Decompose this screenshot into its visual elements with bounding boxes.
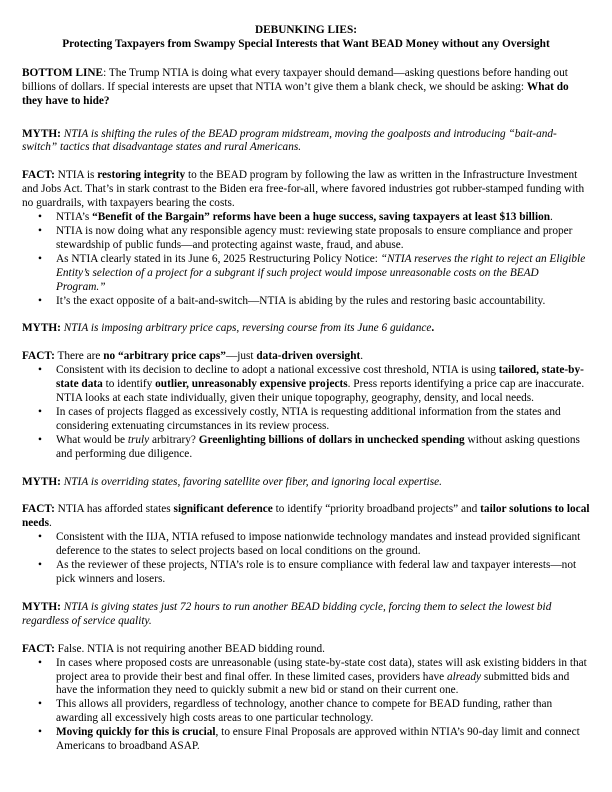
- bullet-text: Consistent with its decision to decline to adopt a national excessive cost threshold, NTIA is using: [56, 364, 499, 377]
- myth-text: NTIA is imposing arbitrary price caps, reversing course from its June 6 guidance: [63, 322, 432, 335]
- bullet-italic: truly: [127, 433, 150, 446]
- myth-label: MYTH:: [22, 127, 61, 140]
- fact-text: to the BEAD program by following the law as written in the Infrastructure Investment and Jobs Act. That’s in stark contrast to the Biden era free-for-all, where favored industries got rubber-stamped funding with no guardrails, with taxpayers bearing the costs.: [22, 169, 585, 210]
- bullet-quote: “NTIA reserves the right to reject an Eligible Entity’s selection of a project for a subgrant if such project would impose unreasonable costs on the BEAD Program.”: [56, 252, 586, 293]
- bullet-emphasis: Greenlighting billions of dollars in unchecked spending: [198, 433, 465, 446]
- fact-label: FACT:: [22, 503, 55, 516]
- fact-label: FACT:: [22, 350, 55, 363]
- list-item: [56, 225, 590, 253]
- title-line-2: Protecting Taxpayers from Swampy Special Interests that Want BEAD Money without any Oversight: [62, 37, 550, 50]
- bullet-emphasis: “Benefit of the Bargain” reforms have been a huge success, saving taxpayers at least $13 billion: [92, 211, 551, 224]
- fact-text: NTIA is: [54, 169, 98, 182]
- fact-label: FACT:: [22, 169, 55, 182]
- bullet-text: As the reviewer of these projects, NTIA’s role is to ensure compliance with federal law and taxpayer interests—not pick winners and losers.: [56, 559, 577, 585]
- fact-1: [22, 169, 590, 211]
- fact-emphasis: no “arbitrary price caps”: [103, 350, 226, 363]
- bullet-text: This allows all providers, regardless of technology, another chance to compete for BEAD funding, rather than awarding all excessively high costs areas to one particular technology.: [56, 698, 553, 725]
- list-item: [56, 406, 590, 434]
- bottom-line-question: What do they have to hide?: [22, 80, 569, 107]
- fact-emphasis: data-driven oversight: [256, 350, 361, 363]
- bullet-text: What would be: [56, 433, 128, 446]
- bullet-text: . Press reports identifying a price cap are inaccurate. NTIA looks at each state individually, given their unique topography, geography, density, and local needs.: [56, 378, 585, 405]
- myth-3: [22, 476, 590, 490]
- fact-text: False. NTIA is not requiring another BEAD bidding round.: [54, 642, 325, 655]
- bottom-line-paragraph: [22, 67, 590, 109]
- myth-text: NTIA is overriding states, favoring satellite over fiber, and ignoring local expertise.: [63, 475, 442, 488]
- myth-2: [22, 322, 590, 336]
- bullet-emphasis: Moving quickly for this is crucial: [56, 726, 216, 739]
- bullet-emphasis: tailored, state-by-state data: [56, 364, 584, 391]
- fact-text: There are: [54, 350, 104, 363]
- bullet-text: arbitrary?: [149, 433, 199, 446]
- myth-text: NTIA is shifting the rules of the BEAD program midstream, moving the goalposts and introducing “bait-and-switch” tactics that disadvantage states and rural Americans.: [22, 127, 557, 154]
- list-item: [56, 698, 590, 726]
- bullet-text: , to ensure Final Proposals are approved within NTIA’s 90-day limit and connect Americans to broadband ASAP.: [56, 726, 580, 753]
- fact-text: —just: [225, 350, 257, 363]
- list-item: [56, 211, 590, 225]
- bullet-text: to identify: [102, 378, 156, 391]
- bullet-text: without asking questions and performing due diligence.: [56, 433, 580, 460]
- fact-3-bullets: [22, 531, 590, 587]
- fact-text: .: [49, 517, 52, 530]
- bullet-text: In cases of projects flagged as excessively costly, NTIA is requesting additional information from the states and considering extenuating circumstances in its review process.: [56, 405, 561, 432]
- list-item: [56, 295, 590, 309]
- fact-3: [22, 503, 590, 531]
- fact-2: [22, 350, 590, 364]
- bullet-text: submitted bids and have the information they need to quickly submit a new bid or stand on their current one.: [56, 670, 570, 697]
- bullet-text: It’s the exact opposite of a bait-and-switch—NTIA is abiding by the rules and restoring basic accountability.: [56, 294, 546, 307]
- bottom-line-label: BOTTOM LINE: [22, 66, 104, 79]
- myth-label: MYTH:: [22, 600, 61, 613]
- fact-2-bullets: [22, 364, 590, 461]
- bullet-text: .: [550, 211, 553, 224]
- bullet-text: NTIA is now doing what any responsible agency must: reviewing state proposals to ensure compliance and proper stewardship of public funds—and protecting against waste, fraud, and abuse.: [56, 224, 573, 251]
- fact-emphasis: tailor solutions to local needs: [22, 503, 590, 530]
- list-item: [56, 253, 590, 295]
- fact-4: [22, 643, 590, 657]
- fact-emphasis: restoring integrity: [97, 169, 186, 182]
- fact-text: NTIA has afforded states: [54, 503, 174, 516]
- bottom-line-text: : The Trump NTIA is doing what every taxpayer should demand—asking questions before handing out billions of dollars. If special interests are upset that NTIA won’t give them a blank check, we should be asking:: [22, 66, 568, 93]
- fact-emphasis: significant deference: [173, 503, 273, 516]
- bullet-text: Consistent with the IIJA, NTIA refused to impose nationwide technology mandates and instead provided significant deference to the states to select projects based on local conditions on the ground.: [56, 531, 581, 558]
- myth-end: .: [431, 322, 435, 335]
- fact-text: .: [360, 350, 364, 363]
- myth-label: MYTH:: [22, 322, 61, 335]
- fact-label: FACT:: [22, 642, 55, 655]
- title-line-1: DEBUNKING LIES:: [254, 24, 357, 36]
- list-item: [56, 559, 590, 587]
- fact-1-bullets: [22, 211, 590, 308]
- myth-4: [22, 601, 590, 629]
- bullet-text: As NTIA clearly stated in its June 6, 2025 Restructuring Policy Notice:: [56, 252, 381, 265]
- fact-4-bullets: [22, 657, 590, 754]
- list-item: [56, 531, 590, 559]
- list-item: [56, 364, 590, 406]
- bullet-italic: already: [446, 670, 482, 683]
- bullet-emphasis: outlier, unreasonably expensive projects: [155, 378, 348, 391]
- myth-1: [22, 128, 590, 156]
- myth-text: NTIA is giving states just 72 hours to run another BEAD bidding cycle, forcing them to select the lowest bid regardless of service quality.: [22, 600, 552, 627]
- bullet-text: In cases where proposed costs are unreasonable (using state-by-state cost data), states will ask existing bidders in that project area to provide their best and final offer. In these limited cases, providers have: [56, 656, 587, 683]
- list-item: [56, 434, 590, 462]
- bullet-text: NTIA’s: [56, 211, 93, 224]
- list-item: [56, 657, 590, 699]
- myth-label: MYTH:: [22, 475, 61, 488]
- list-item: [56, 726, 590, 754]
- fact-text: to identify “priority broadband projects” and: [272, 503, 481, 516]
